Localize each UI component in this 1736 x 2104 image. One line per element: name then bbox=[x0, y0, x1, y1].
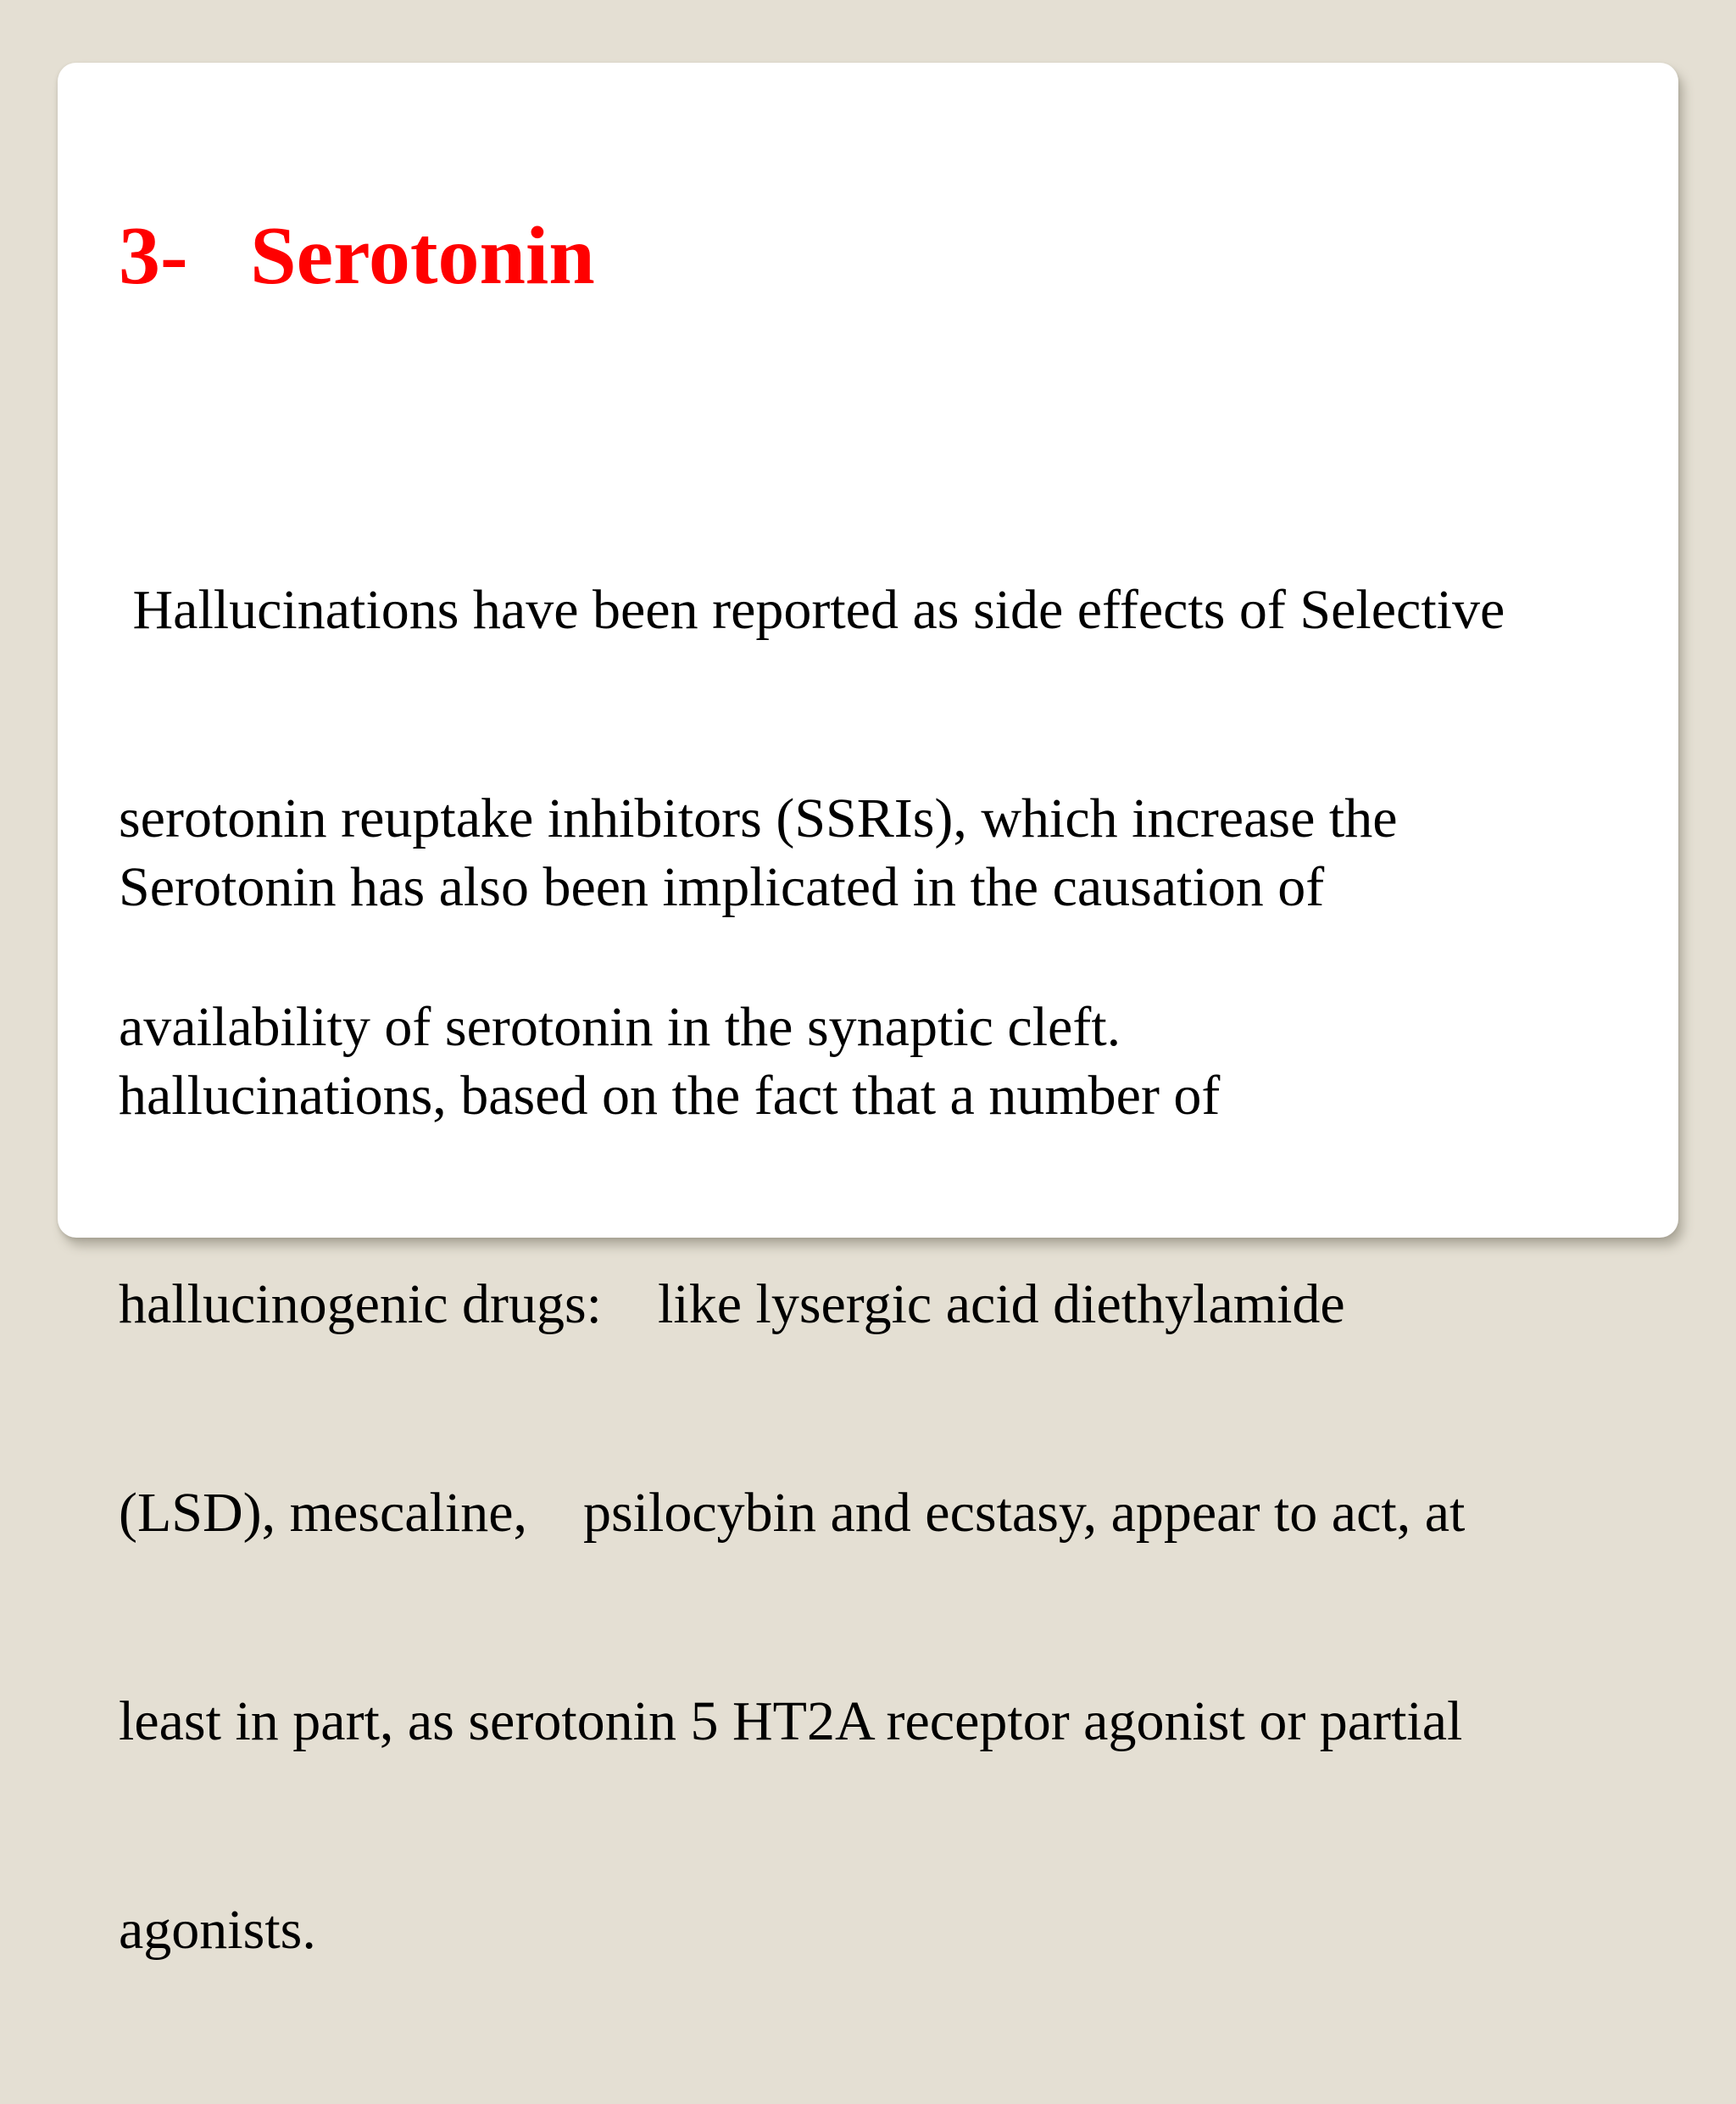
paragraph-line: serotonin reuptake inhibitors (SSRIs), which increase the bbox=[119, 788, 1398, 849]
paragraph-line: availability of serotonin in the synaptic cleft. bbox=[119, 996, 1121, 1058]
paragraph-line: Hallucinations have been reported as side effects of Selective bbox=[119, 579, 1505, 641]
paragraph-line: least in part, as serotonin 5 HT2A receptor agonist or partial bbox=[119, 1690, 1463, 1752]
paragraph-line: hallucinations, based on the fact that a number of bbox=[119, 1065, 1221, 1127]
slide-title: 3- Serotonin bbox=[119, 210, 595, 302]
paragraph-line: hallucinogenic drugs: like lysergic acid diethylamide bbox=[119, 1273, 1345, 1335]
paragraph-line: (LSD), mescaline, psilocybin and ecstasy, appear to act, at bbox=[119, 1482, 1466, 1544]
paragraph-hallucinogenic-drugs bbox=[119, 714, 1465, 2104]
paragraph-line: agonists. bbox=[119, 1899, 316, 1961]
slide-card bbox=[58, 63, 1678, 1961]
paragraph-line: Serotonin has also been implicated in the causation of bbox=[119, 856, 1325, 918]
